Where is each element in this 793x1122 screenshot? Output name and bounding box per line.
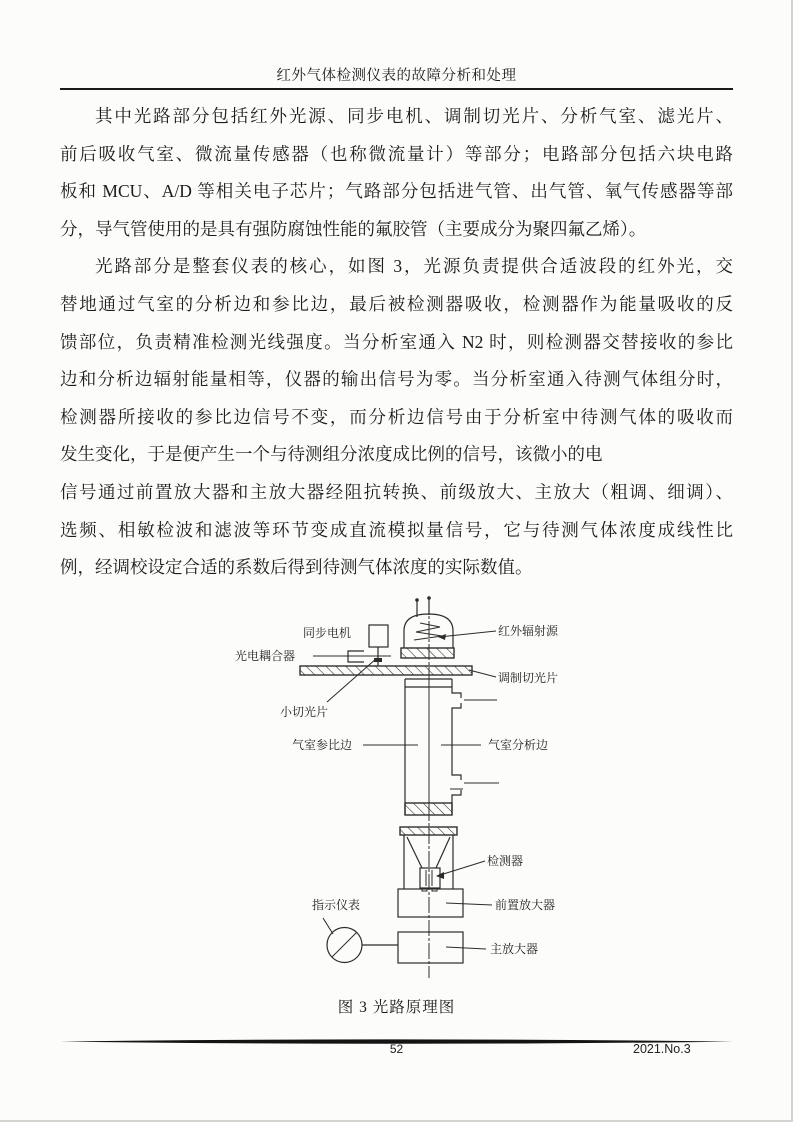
body-text xyxy=(60,98,733,587)
gas-chamber xyxy=(405,679,499,815)
ir-source-leader xyxy=(439,631,496,637)
detector-window xyxy=(400,827,457,835)
label-detector: 检测器 xyxy=(487,854,524,868)
footer-issue: 2021.No.3 xyxy=(633,1042,691,1056)
label-chopper: 调制切光片 xyxy=(498,671,559,685)
label-main-amp: 主放大器 xyxy=(490,942,539,956)
body-line: 前后吸收气室、微流量传感器（也称微流量计）等部分；电路部分包括六块电路 xyxy=(60,143,733,164)
small-chopper-leader xyxy=(327,658,377,702)
body-line: 边和分析边辐射能量相等，仪器的输出信号为零。当分析室通入待测气体组分时， xyxy=(60,369,733,390)
label-analysis-side: 气室分析边 xyxy=(488,738,549,752)
preamp-leader xyxy=(446,903,492,905)
body-line: 检测器所接收的参比边信号不变，而分析边信号由于分析室中待测气体的吸收而 xyxy=(60,406,733,427)
chopper-disk xyxy=(300,666,472,675)
arrowhead xyxy=(438,634,446,640)
body-line: 选频、相敏检波和滤波等环节变成直流模拟量信号，它与待测气体浓度成线性比 xyxy=(60,519,733,540)
body-line: 信号通过前置放大器和主放大器经阻抗转换、前级放大、主放大（粗调、细调）、 xyxy=(60,481,733,502)
ir-source-dome xyxy=(401,596,454,658)
detector-box xyxy=(420,868,440,888)
label-preamp: 前置放大器 xyxy=(495,898,556,912)
header-rule xyxy=(60,88,733,90)
condenser-cone-left xyxy=(407,837,422,868)
photocoupler-bracket xyxy=(313,651,391,662)
meter-needle xyxy=(332,932,357,957)
body-line: 光路部分是整套仪表的核心，如图 3，光源负责提供合适波段的红外光，交 xyxy=(95,256,733,277)
body-line: 发生变化，于是便产生一个与待测组分浓度成比例的信号，该微小的电 xyxy=(60,444,603,465)
chopper-leader xyxy=(469,670,496,677)
body-line: 板和 MCU、A/D 等相关电子芯片；气路部分包括进气管、出气管、氧气传感器等部 xyxy=(60,181,733,202)
indicator-leader xyxy=(323,918,333,934)
label-indicator: 指示仪表 xyxy=(312,898,361,912)
chamber-window xyxy=(405,803,452,815)
detector-leader xyxy=(437,861,485,876)
body-line: 替地通过气室的分析边和参比边，最后被检测器吸收，检测器作为能量吸收的反 xyxy=(60,293,733,314)
indicator-meter xyxy=(327,928,398,963)
body-line: 其中光路部分包括红外光源、同步电机、调制切光片、分析气室、滤光片、 xyxy=(95,106,733,126)
label-photocoupler: 光电耦合器 xyxy=(235,649,296,663)
label-ir-source: 红外辐射源 xyxy=(498,624,559,638)
page-title: 红外气体检测仪表的故障分析和处理 xyxy=(276,68,517,84)
filament-zigzag xyxy=(414,623,442,640)
body-line: 分，导气管使用的是具有强防腐蚀性能的氟胶管（主要成分为聚四氟乙烯）。 xyxy=(60,218,647,239)
body-line: 例，经调校设定合适的系数后得到待测气体浓度的实际数值。 xyxy=(60,557,533,578)
label-sync-motor: 同步电机 xyxy=(303,626,352,640)
label-small-chopper: 小切光片 xyxy=(280,705,329,719)
label-ref-side: 气室参比边 xyxy=(292,738,353,752)
condenser-cone-right xyxy=(436,837,450,868)
optical-path-diagram xyxy=(180,590,600,992)
footer-page-number: 52 xyxy=(389,1042,404,1056)
body-line: 馈部位，负责精准检测光线强度。当分析室通入 N2 时，则检测器交替接收的参比 xyxy=(60,331,733,352)
main-amp-leader xyxy=(446,947,486,949)
figure-caption: 图 3 光路原理图 xyxy=(337,999,456,1016)
footer-rule xyxy=(60,1033,733,1041)
